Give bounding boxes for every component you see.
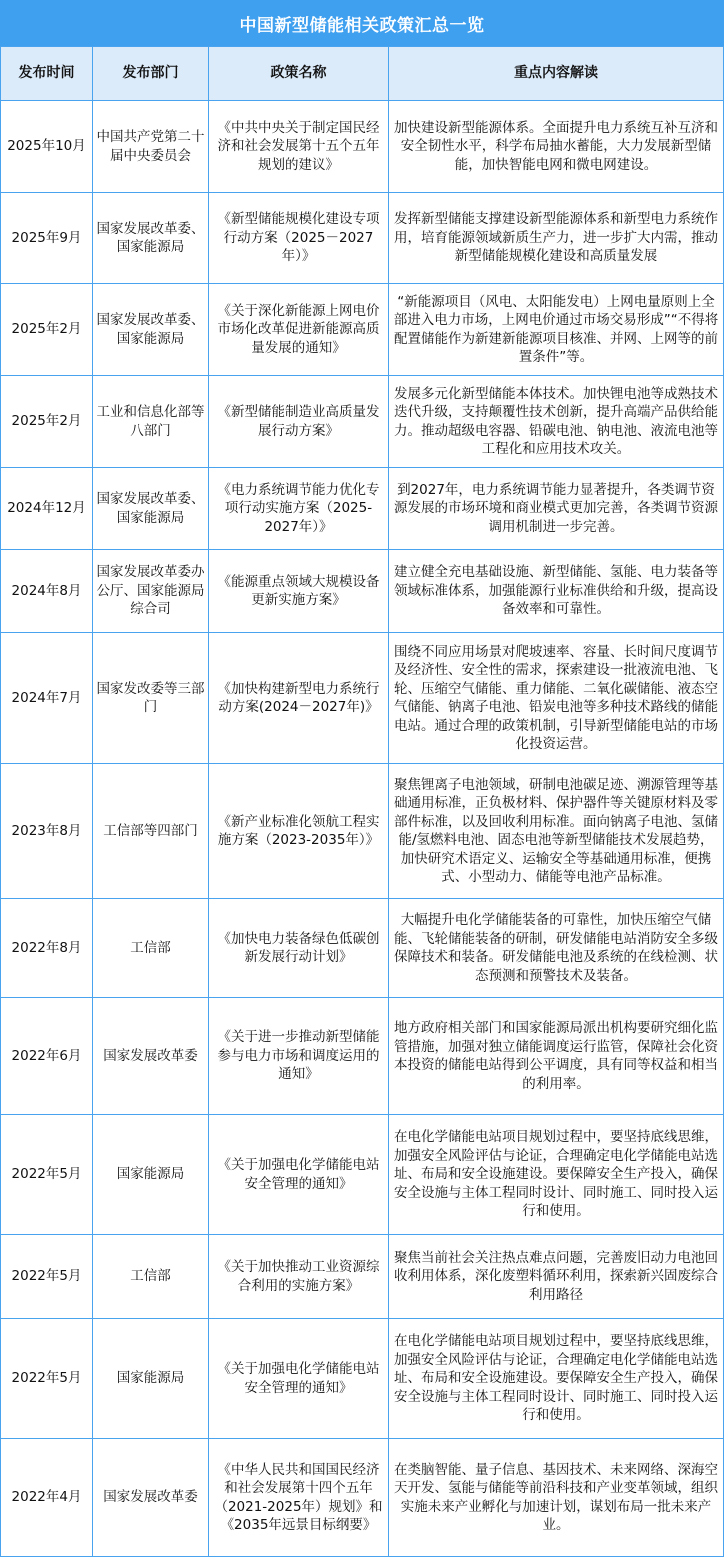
column-header-date: 发布时间 — [1, 47, 93, 101]
table-row — [1, 899, 724, 998]
cell-key-content: 在电化学储能电站项目规划过程中，要坚持底线思维，加强安全风险评估与论证，合理确定电化学储能电站选址、布局和安全设施建设。要保障安全生产投入，确保安全设施与主体工程同时设计、同时施工、同时投入运行和使用。 — [389, 1319, 724, 1439]
cell-date: 2022年4月 — [1, 1439, 93, 1557]
table-row — [1, 1439, 724, 1557]
cell-policy-name: 《能源重点领域大规模设备更新实施方案》 — [209, 550, 389, 633]
cell-date: 2022年5月 — [1, 1115, 93, 1235]
cell-department: 国家发展改革委、国家能源局 — [93, 468, 209, 550]
cell-key-content: “新能源项目（风电、太阳能发电）上网电量原则上全部进入电力市场，上网电价通过市场交易形成”“不得将配置储能作为新建新能源项目核准、并网、上网等的前置条件”等。 — [389, 284, 724, 376]
cell-policy-name: 《关于深化新能源上网电价市场化改革促进新能源高质量发展的通知》 — [209, 284, 389, 376]
table-row — [1, 550, 724, 633]
cell-key-content: 在类脑智能、量子信息、基因技术、未来网络、深海空天开发、氢能与储能等前沿科技和产业变革领域，组织实施未来产业孵化与加速计划，谋划布局一批未来产业。 — [389, 1439, 724, 1557]
cell-key-content: 大幅提升电化学储能装备的可靠性，加快压缩空气储能、飞轮储能装备的研制，研发储能电站消防安全多级保障技术和装备。研发储能电池及系统的在线检测、状态预测和预警技术及装备。 — [389, 899, 724, 998]
cell-date: 2025年10月 — [1, 101, 93, 193]
cell-date: 2024年12月 — [1, 468, 93, 550]
table-row — [1, 1319, 724, 1439]
cell-date: 2022年8月 — [1, 899, 93, 998]
column-header-department: 发布部门 — [93, 47, 209, 101]
cell-department: 工业和信息化部等八部门 — [93, 376, 209, 468]
cell-policy-name: 《关于加快推动工业资源综合利用的实施方案》 — [209, 1235, 389, 1319]
table-row — [1, 1235, 724, 1319]
cell-key-content: 围绕不同应用场景对爬坡速率、容量、长时间尺度调节及经济性、安全性的需求，探索建设一批液流电池、飞轮、压缩空气储能、重力储能、二氧化碳储能、液态空气储能、钠离子电池、铅炭电池等多种技术路线的储能电站。通过合理的政策机制，引导新型储能电站的市场化投资运营。 — [389, 633, 724, 764]
cell-department: 国家能源局 — [93, 1319, 209, 1439]
cell-department: 国家发展改革委 — [93, 1439, 209, 1557]
cell-policy-name: 《新型储能规模化建设专项行动方案（2025－2027年）》 — [209, 193, 389, 284]
table-header-row — [1, 47, 724, 101]
cell-key-content: 建立健全充电基础设施、新型储能、氢能、电力装备等领域标准体系，加强能源行业标准供给和升级，提高设备效率和可靠性。 — [389, 550, 724, 633]
cell-key-content: 在电化学储能电站项目规划过程中，要坚持底线思维，加强安全风险评估与论证，合理确定电化学储能电站选址、布局和安全设施建设。要保障安全生产投入，确保安全设施与主体工程同时设计、同时施工、同时投入运行和使用。 — [389, 1115, 724, 1235]
column-header-key-content: 重点内容解读 — [389, 47, 724, 101]
table-row — [1, 101, 724, 193]
cell-date: 2025年2月 — [1, 284, 93, 376]
cell-key-content: 到2027年，电力系统调节能力显著提升，各类调节资源发展的市场环境和商业模式更加完善，各类调节资源调用机制进一步完善。 — [389, 468, 724, 550]
table-row — [1, 284, 724, 376]
table-body — [1, 101, 724, 1557]
table-row — [1, 998, 724, 1115]
table-row — [1, 193, 724, 284]
table-row — [1, 1115, 724, 1235]
cell-policy-name: 《加快电力装备绿色低碳创新发展行动计划》 — [209, 899, 389, 998]
cell-department: 工信部 — [93, 1235, 209, 1319]
cell-policy-name: 《关于进一步推动新型储能参与电力市场和调度运用的通知》 — [209, 998, 389, 1115]
cell-date: 2023年8月 — [1, 764, 93, 899]
cell-policy-name: 《关于加强电化学储能电站安全管理的通知》 — [209, 1319, 389, 1439]
cell-department: 国家发展改革委 — [93, 998, 209, 1115]
document-title: 中国新型储能相关政策汇总一览 — [0, 0, 724, 46]
cell-date: 2022年6月 — [1, 998, 93, 1115]
cell-date: 2024年7月 — [1, 633, 93, 764]
cell-department: 国家发改委等三部门 — [93, 633, 209, 764]
policy-table — [0, 46, 724, 1557]
cell-key-content: 聚焦当前社会关注热点难点问题，完善废旧动力电池回收利用体系，深化废塑料循环利用，探索新兴固废综合利用路径 — [389, 1235, 724, 1319]
cell-department: 国家发展改革委办公厅、国家能源局综合司 — [93, 550, 209, 633]
cell-date: 2022年5月 — [1, 1235, 93, 1319]
cell-department: 国家发展改革委、国家能源局 — [93, 284, 209, 376]
cell-date: 2024年8月 — [1, 550, 93, 633]
cell-key-content: 加快建设新型能源体系。全面提升电力系统互补互济和安全韧性水平，科学布局抽水蓄能，大力发展新型储能，加快智能电网和微电网建设。 — [389, 101, 724, 193]
table-row — [1, 376, 724, 468]
table-row — [1, 468, 724, 550]
cell-date: 2025年9月 — [1, 193, 93, 284]
table-row — [1, 764, 724, 899]
cell-department: 中国共产党第二十届中央委员会 — [93, 101, 209, 193]
cell-policy-name: 《关于加强电化学储能电站安全管理的通知》 — [209, 1115, 389, 1235]
cell-department: 国家能源局 — [93, 1115, 209, 1235]
table-row — [1, 633, 724, 764]
cell-policy-name: 《加快构建新型电力系统行动方案(2024－2027年)》 — [209, 633, 389, 764]
cell-key-content: 发挥新型储能支撑建设新型能源体系和新型电力系统作用，培育能源领域新质生产力，进一步扩大内需，推动新型储能规模化建设和高质量发展 — [389, 193, 724, 284]
cell-department: 国家发展改革委、国家能源局 — [93, 193, 209, 284]
cell-key-content: 聚焦锂离子电池领域，研制电池碳足迹、溯源管理等基础通用标准，正负极材料、保护器件等关键原材料及零部件标准，以及回收利用标准。面向钠离子电池、氢储能/氢燃料电池、固态电池等新型储能技术发展趋势，加快研究术语定义、运输安全等基础通用标准，便携式、小型动力、储能等电池产品标准。 — [389, 764, 724, 899]
cell-policy-name: 《新产业标准化领航工程实施方案（2023-2035年）》 — [209, 764, 389, 899]
cell-key-content: 发展多元化新型储能本体技术。加快锂电池等成熟技术迭代升级，支持颠覆性技术创新，提升高端产品供给能力。推动超级电容器、铅碳电池、钠电池、液流电池等工程化和应用技术攻关。 — [389, 376, 724, 468]
cell-date: 2022年5月 — [1, 1319, 93, 1439]
cell-policy-name: 《中共中央关于制定国民经济和社会发展第十五个五年规划的建议》 — [209, 101, 389, 193]
cell-policy-name: 《新型储能制造业高质量发展行动方案》 — [209, 376, 389, 468]
cell-department: 工信部 — [93, 899, 209, 998]
column-header-policy-name: 政策名称 — [209, 47, 389, 101]
cell-date: 2025年2月 — [1, 376, 93, 468]
cell-department: 工信部等四部门 — [93, 764, 209, 899]
cell-policy-name: 《中华人民共和国国民经济和社会发展第十四个五年（2021-2025年）规划》和《2035年远景目标纲要》 — [209, 1439, 389, 1557]
cell-key-content: 地方政府相关部门和国家能源局派出机构要研究细化监管措施，加强对独立储能调度运行监管，保障社会化资本投资的储能电站得到公平调度，具有同等权益和相当的利用率。 — [389, 998, 724, 1115]
cell-policy-name: 《电力系统调节能力优化专项行动实施方案（2025-2027年）》 — [209, 468, 389, 550]
